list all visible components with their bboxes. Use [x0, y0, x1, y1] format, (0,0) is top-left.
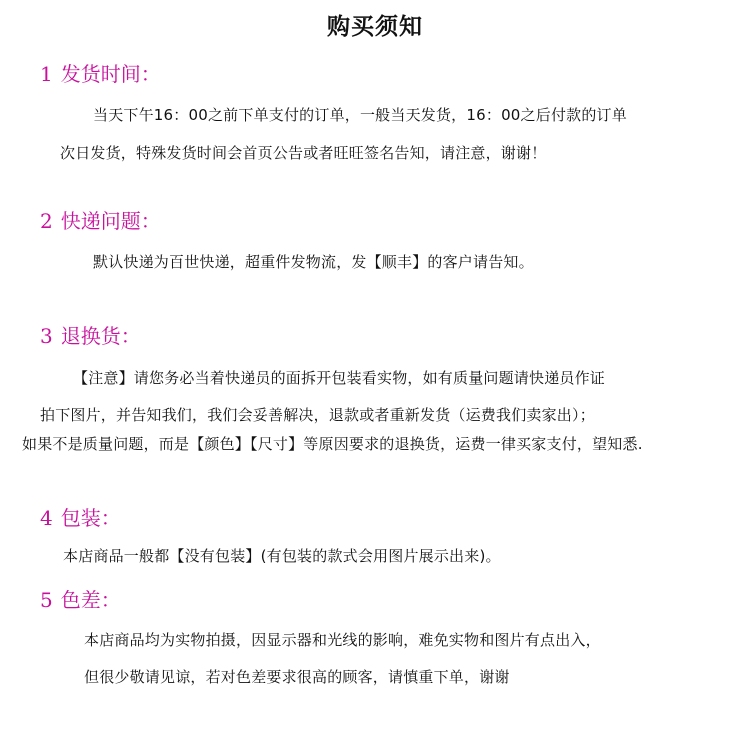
page-title: 购买须知 [327, 14, 423, 40]
section-3-heading [40, 320, 141, 349]
section-1-line-2: 次日发货，特殊发货时间会首页公告或者旺旺签名告知，请注意，谢谢！ [60, 144, 547, 162]
section-3-line-1: 【注意】请您务必当着快递员的面拆开包装看实物，如有质量问题请快递员作证 [73, 369, 606, 387]
section-5-title: 色差： [60, 588, 121, 612]
section-2-title: 快递问题： [60, 209, 161, 233]
section-3-number: 3 [40, 324, 53, 348]
section-1-number: 1 [40, 62, 53, 86]
section-3-title: 退换货： [60, 324, 141, 348]
section-4-heading [40, 502, 121, 531]
section-2-line-1: 默认快递为百世快递，超重件发物流，发【顺丰】的客户请告知。 [93, 253, 534, 271]
section-1-title: 发货时间： [60, 62, 161, 86]
section-4-title: 包装： [60, 506, 121, 530]
section-5-heading [40, 584, 121, 613]
section-2-number: 2 [40, 209, 53, 233]
section-5-line-1: 本店商品均为实物拍摄，因显示器和光线的影响，难免实物和图片有点出入， [84, 631, 601, 649]
section-3-line-3: 如果不是质量问题，而是【颜色】【尺寸】等原因要求的退换货，运费一律买家支付，望知悉. [22, 435, 643, 453]
section-1-heading [40, 58, 161, 87]
section-3-line-2: 拍下图片，并告知我们，我们会妥善解决，退款或者重新发货（运费我们卖家出）； [40, 406, 595, 424]
section-2-heading [40, 205, 161, 234]
section-4-line-1: 本店商品一般都【没有包装】(有包装的款式会用图片展示出来)。 [63, 547, 501, 565]
section-5-number: 5 [40, 588, 53, 612]
section-5-line-2: 但很少敬请见谅，若对色差要求很高的顾客，请慎重下单，谢谢 [84, 668, 510, 686]
section-4-number: 4 [40, 506, 53, 530]
section-1-line-1: 当天下午16：00之前下单支付的订单，一般当天发货，16：00之后付款的订单 [93, 106, 627, 124]
